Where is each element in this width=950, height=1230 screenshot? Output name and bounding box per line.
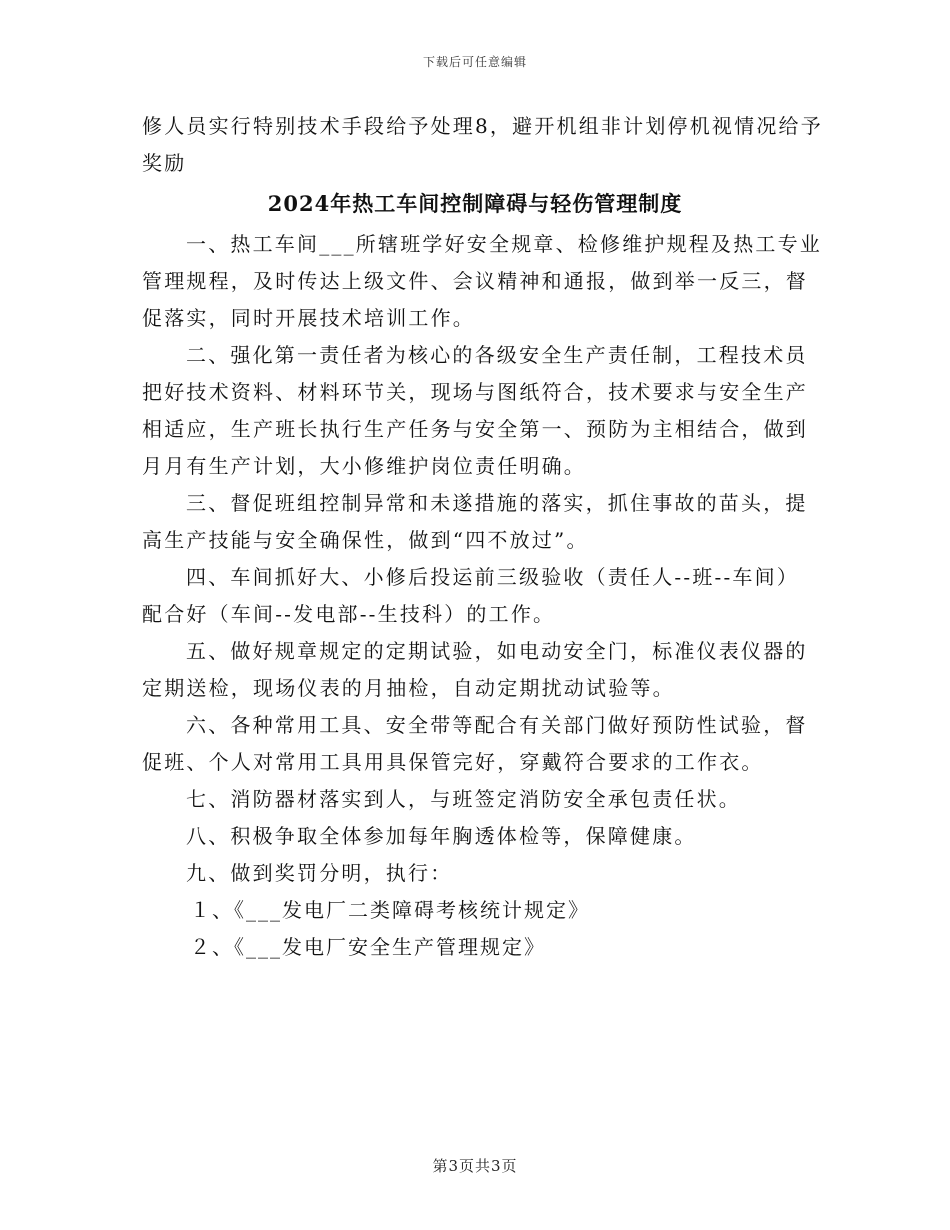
paragraph-7 <box>142 781 808 818</box>
paragraph-line: 三、督促班组控制异常和未遂措施的落实，抓住事故的苗头，提 <box>186 491 808 515</box>
paragraph-2 <box>142 337 808 485</box>
document-body <box>142 108 823 966</box>
intro-line: 奖励 <box>142 151 187 175</box>
paragraph-8 <box>142 818 808 855</box>
list-item: １、《___发电厂二类障碍考核统计规定》 <box>190 898 590 922</box>
paragraph-line: 八、积极争取全体参加每年胸透体检等，保障健康。 <box>186 824 697 848</box>
paragraph-3 <box>142 485 808 559</box>
paragraph-line: 九、做到奖罚分明，执行： <box>186 861 453 885</box>
page-header-note: 下载后可任意编辑 <box>422 55 527 69</box>
paragraph-1 <box>142 226 822 337</box>
paragraph-9 <box>142 855 808 892</box>
paragraph-line: 配合好（车间--发电部--生技科）的工作。 <box>142 602 556 626</box>
paragraph-line: 月月有生产计划，大小修维护岗位责任明确。 <box>142 454 586 478</box>
paragraph-line: 七、消防器材落实到人，与班签定消防安全承包责任状。 <box>186 787 741 811</box>
paragraph-6 <box>142 707 808 781</box>
document-title: 2024年热工车间控制障碍与轻伤管理制度 <box>267 191 683 216</box>
paragraph-line: 定期送检，现场仪表的月抽检，自动定期扰动试验等。 <box>142 676 675 700</box>
list-item: ２、《___发电厂安全生产管理规定》 <box>190 935 546 959</box>
paragraph-line: 管理规程，及时传达上级文件、会议精神和通报，做到举一反三，督 <box>142 269 808 293</box>
paragraph-line: 六、各种常用工具、安全带等配合有关部门做好预防性试验，督 <box>186 713 808 737</box>
paragraph-5 <box>142 633 808 707</box>
intro-line: 修人员实行特别技术手段给予处理8，避开机组非计划停机视情况给予 <box>142 114 823 138</box>
paragraph-line: 一、热工车间___所辖班学好安全规章、检修维护规程及热工专业 <box>186 232 822 256</box>
regulation-list <box>142 892 808 966</box>
paragraph-line: 高生产技能与安全确保性，做到“四不放过”。 <box>142 528 589 552</box>
paragraph-line: 促落实，同时开展技术培训工作。 <box>142 306 475 330</box>
page-number-footer: 第3页共3页 <box>432 1157 518 1175</box>
paragraph-4 <box>142 559 808 633</box>
intro-paragraph <box>142 108 823 182</box>
paragraph-line: 二、强化第一责任者为核心的各级安全生产责任制，工程技术员 <box>186 343 808 367</box>
paragraph-line: 五、做好规章规定的定期试验，如电动安全门，标准仪表仪器的 <box>186 639 808 663</box>
paragraph-line: 促班、个人对常用工具用具保管完好，穿戴符合要求的工作衣。 <box>142 750 764 774</box>
paragraph-line: 四、车间抓好大、小修后投运前三级验收（责任人--班--车间） <box>186 565 800 589</box>
paragraph-line: 相适应，生产班长执行生产任务与安全第一、预防为主相结合，做到 <box>142 417 808 441</box>
paragraph-line: 把好技术资料、材料环节关，现场与图纸符合，技术要求与安全生产 <box>142 380 808 404</box>
